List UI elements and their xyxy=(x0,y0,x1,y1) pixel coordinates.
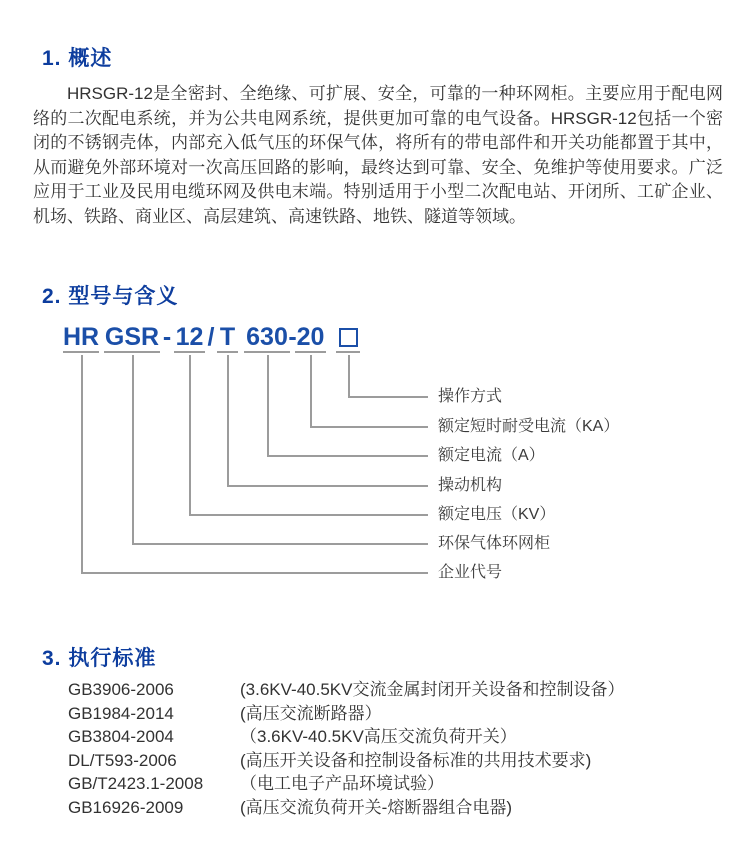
standard-desc: （3.6KV-40.5KV高压交流负荷开关） xyxy=(240,727,517,746)
connector-vline-7 xyxy=(81,355,83,573)
model-segment-12: 12 xyxy=(175,323,204,351)
connector-hline-4 xyxy=(227,485,428,487)
standard-code: GB3906-2006 xyxy=(68,680,174,699)
standard-row xyxy=(68,725,624,749)
connector-hline-7 xyxy=(81,572,428,574)
diagram-label-company-code: 企业代号 xyxy=(438,564,503,581)
standard-code: DL/T593-2006 xyxy=(68,750,177,770)
model-designation-row xyxy=(0,324,750,356)
section-heading-standards: 3. 执行标准 xyxy=(42,647,157,670)
connector-vline-6 xyxy=(132,355,134,544)
model-segment-slash: / xyxy=(207,323,215,351)
standard-desc: (高压交流断路器） xyxy=(240,703,382,723)
standard-row xyxy=(68,678,624,702)
connector-hline-3 xyxy=(267,455,428,457)
model-segment-t: T xyxy=(217,324,238,353)
model-segment-dash1: - xyxy=(162,323,172,351)
standard-row xyxy=(68,796,624,820)
section-heading-model-meaning: 2. 型号与含义 xyxy=(42,285,179,308)
connector-vline-3 xyxy=(267,355,269,456)
model-segment-gsr: GSR xyxy=(104,323,160,351)
standard-code: GB/T2423.1-2008 xyxy=(68,774,204,793)
connector-hline-6 xyxy=(132,543,428,545)
diagram-label-rated-voltage: 额定电压（KV） xyxy=(438,506,556,523)
diagram-label-operation-mode: 操作方式 xyxy=(438,388,503,405)
placeholder-square-icon xyxy=(339,328,358,347)
connector-hline-2 xyxy=(310,426,428,428)
standard-desc: （电工电子产品环境试验） xyxy=(240,774,444,793)
model-segment-hr: HR xyxy=(63,323,100,351)
model-segment-20: 20 xyxy=(296,323,325,351)
standard-code: GB3804-2004 xyxy=(68,727,174,746)
connector-vline-2 xyxy=(310,355,312,427)
connector-hline-5 xyxy=(189,514,428,516)
standard-code: GB16926-2009 xyxy=(68,797,184,817)
model-segment-dash2: - xyxy=(288,323,297,351)
standards-list xyxy=(68,678,624,819)
standard-desc: (高压开关设备和控制设备标准的共用技术要求) xyxy=(240,750,592,770)
connector-vline-5 xyxy=(189,355,191,515)
standard-code: GB1984-2014 xyxy=(68,703,174,723)
standard-desc: (3.6KV-40.5KV交流金属封闭开关设备和控制设备） xyxy=(240,680,625,699)
section-heading-overview: 1. 概述 xyxy=(42,47,113,70)
connector-vline-1 xyxy=(348,355,350,397)
diagram-label-eco-gas-rmu: 环保气体环网柜 xyxy=(438,535,551,552)
standard-desc: (高压交流负荷开关-熔断器组合电器) xyxy=(240,797,512,817)
overview-paragraph: HRSGR-12是全密封、全绝缘、可扩展、安全，可靠的一种环网柜。主要应用于配电网络的二次配电系统，并为公共电网系统，提供更加可靠的电气设备。HRSGR-12包括一个密闭的不锈钢壳体，内部充入低气压的环保气体，将所有的带电部件和开关功能都置于其中，从而避免外部环境对一次高压回路的影响，最终达到可靠、安全、免维护等使用要求。广泛应用于工业及民用电缆环网及供电末端。特别适用于小型二次配电站、开闭所、工矿企业、机场、铁路、商业区、高层建筑、高速铁路、地铁、隧道等领域。 xyxy=(33,84,723,226)
diagram-label-short-time-current: 额定短时耐受电流（KA） xyxy=(438,418,620,435)
diagram-label-rated-current: 额定电流（A） xyxy=(438,447,545,464)
diagram-label-operating-mechanism: 操动机构 xyxy=(438,477,503,494)
model-segment-630: 630 xyxy=(244,324,290,353)
standard-row xyxy=(68,772,624,796)
standard-row xyxy=(68,702,624,726)
model-segment-placeholder xyxy=(336,324,360,353)
connector-hline-1 xyxy=(348,396,428,398)
standard-row xyxy=(68,749,624,773)
connector-vline-4 xyxy=(227,355,229,486)
